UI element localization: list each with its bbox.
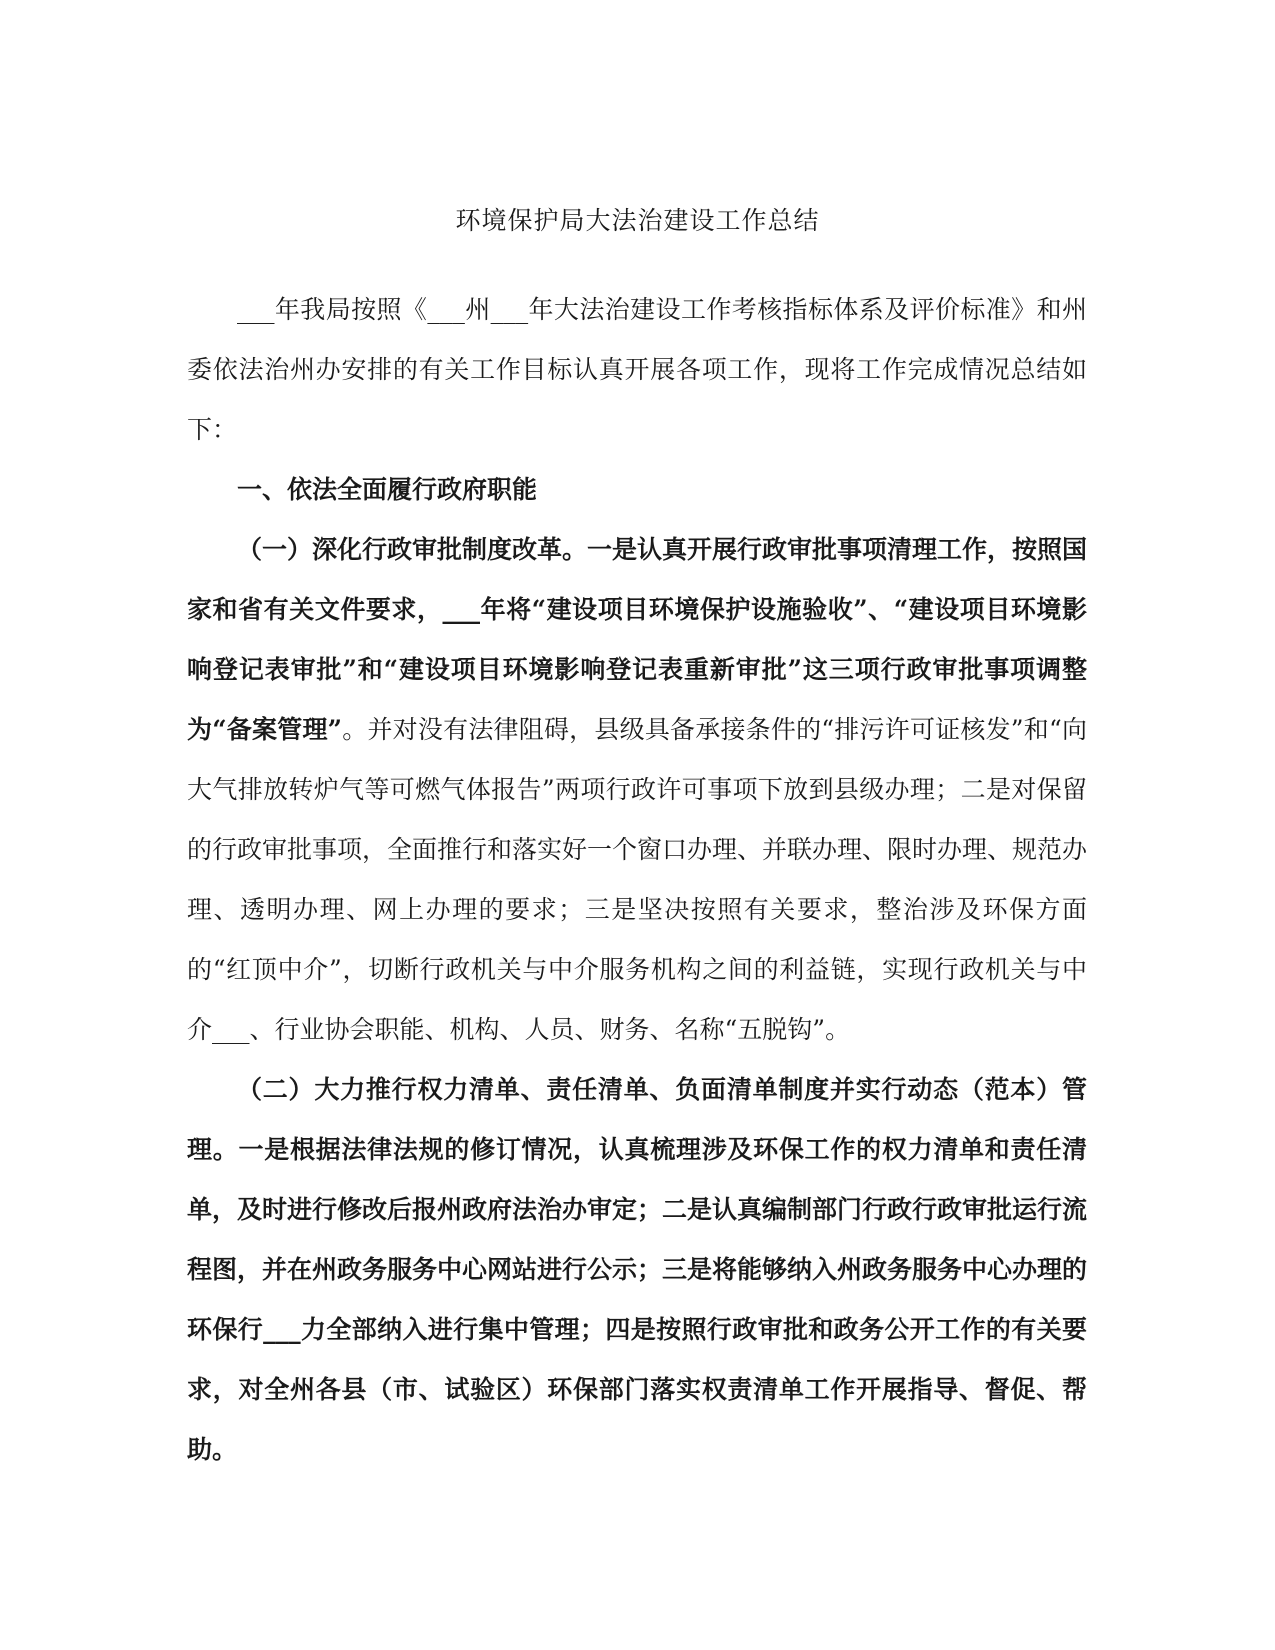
section-heading: 一、依法全面履行政府职能 xyxy=(237,475,538,504)
paragraph-2: （二）大力推行权力清单、责任清单、负面清单制度并实行动态（范本）管理。一是根据法律法规的修订情况，认真梳理涉及环保工作的权力清单和责任清单，及时进行修改后报州政府法治办审定；二是认真编制部门行政行政审批运行流程图，并在州政务服务中心网站进行公示；三是将能够纳入州政务服务中心办理的环保行___力全部纳入进行集中管理；四是按照行政审批和政务公开工作的有关要求，对全州各县（市、试验区）环保部门落实权责清单工作开展指导、督促、帮助。 xyxy=(187,1075,1088,1464)
document-body xyxy=(187,280,1087,1480)
paragraph-1-rest: 。并对没有法律阻碍，县级具备承接条件的“排污许可证核发”和“向大气排放转炉气等可燃气体报告”两项行政许可事项下放到县级办理；二是对保留的行政审批事项，全面推行和落实好一个窗口办理、并联办理、限时办理、规范办理、透明办理、网上办理的要求；三是坚决按照有关要求，整治涉及环保方面的“红顶中介”，切断行政机关与中介服务机构之间的利益链，实现行政机关与中介___、行业协会职能、机构、人员、财务、名称“五脱钩”。 xyxy=(187,715,1088,1044)
paragraph-1-bold: （一）深化行政审批制度改革。一是认真开展行政审批事项清理工作，按照国家和省有关文件要求，___年将“建设项目环境保护设施验收”、“建设项目环境影响登记表审批”和“建设项目环境影响登记表重新审批”这三项行政审批事项调整为“备案管理” xyxy=(187,535,1088,744)
intro-paragraph: ___年我局按照《___州___年大法治建设工作考核指标体系及评价标准》和州委依法治州办安排的有关工作目标认真开展各项工作，现将工作完成情况总结如下： xyxy=(187,295,1087,444)
paragraph-1 xyxy=(187,520,1087,1060)
document-title: 环境保护局大法治建设工作总结 xyxy=(455,206,820,235)
